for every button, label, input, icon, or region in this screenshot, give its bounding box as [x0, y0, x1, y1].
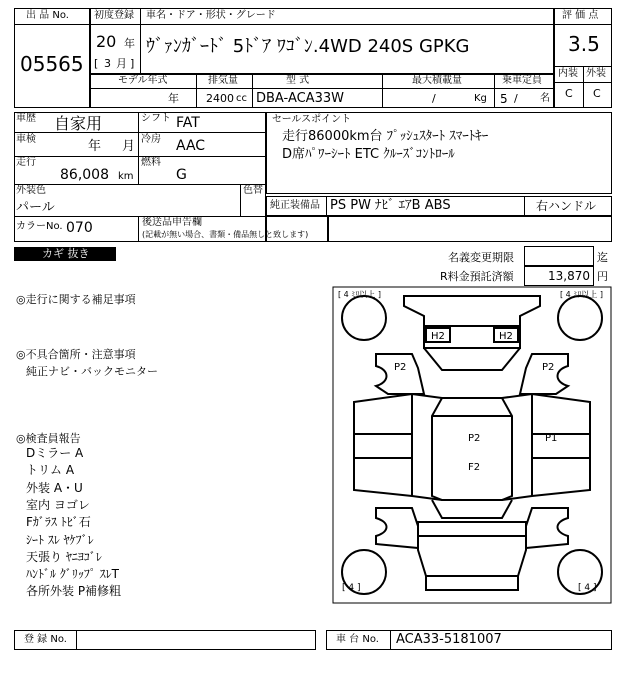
equipment-value: PS PW ﾅﾋﾞ ｴｱB ABS: [330, 198, 451, 213]
inspector-line: Fｶﾞﾗｽ ﾄﾋﾞ石: [26, 515, 91, 530]
sales-points-line2: D席ﾊﾟﾜｰｼｰﾄ ETC ｸﾙｰｽﾞｺﾝﾄﾛｰﾙ: [282, 147, 455, 162]
car-name-label: 車名・ドア・形状・グレード: [146, 10, 276, 21]
inspector-title: ◎検査員報告: [16, 432, 81, 445]
inspector-line: ｼｰﾄ ｽﾚ ﾔｹﾌﾞﾚ: [26, 532, 94, 547]
mileage-label: 走行: [16, 157, 36, 168]
mark-h2-right: H2: [499, 331, 513, 342]
capacity-slash: /: [514, 92, 518, 105]
tire-tag-top-left: [ 4 ﾐﾘ以上 ]: [338, 290, 381, 299]
recycle-label: R料金預託済額: [440, 270, 514, 283]
inspector-line: 外装 A・U: [26, 480, 83, 495]
model-code: DBA-ACA33W: [256, 91, 344, 106]
inspector-line: 室内 ヨゴレ: [26, 497, 90, 512]
car-damage-diagram: [332, 286, 612, 604]
defects-line: 純正ナビ・バックモニター: [26, 365, 158, 378]
mark-p2-right-fender: P2: [542, 362, 555, 373]
ac-value: AAC: [176, 138, 206, 154]
driving-notes-title: ◎走行に関する補足事項: [16, 293, 136, 306]
reg-year-unit: 年: [124, 37, 135, 50]
max-load-unit: Kg: [474, 93, 487, 104]
equipment-label: 純正装備品: [270, 200, 320, 211]
inspector-line: Dミラー A: [26, 446, 84, 460]
capacity-value: 5: [500, 92, 508, 106]
name-change-box: [524, 246, 594, 266]
chassis-label: 車 台 No.: [336, 634, 379, 645]
recycle-unit: 円: [597, 270, 608, 283]
sales-points-line1: 走行86000km台 ﾌﾟｯｼｭｽﾀｰﾄ ｽﾏｰﾄｷｰ: [282, 129, 489, 144]
sales-points-label: セールスポイント: [272, 114, 352, 125]
recycle-value: 13,870: [548, 269, 590, 283]
score-value: 3.5: [568, 32, 600, 56]
model-label: 型 式: [286, 75, 310, 86]
model-year-unit: 年: [168, 92, 179, 105]
fuel-value: G: [176, 167, 187, 183]
inspector-line: ﾊﾝﾄﾞﾙ ｸﾞﾘｯﾌﾟ ｽﾚT: [26, 567, 119, 582]
mark-p2-roof: P2: [468, 433, 481, 444]
capacity-unit: 名: [540, 93, 550, 104]
capacity-label: 乗車定員: [502, 75, 542, 86]
mark-h2-left: H2: [431, 331, 445, 342]
inspection-year-unit: 年: [88, 139, 102, 154]
first-reg-label: 初度登録: [94, 10, 134, 21]
history-label: 車歴: [16, 113, 36, 124]
ac-label: 冷房: [141, 134, 161, 145]
defects-title: ◎不具合箇所・注意事項: [16, 348, 136, 361]
mark-p1-right-door: P1: [545, 433, 558, 444]
shift-value: FAT: [176, 115, 200, 131]
color-no-label: カラーNo.: [16, 221, 63, 232]
later-parts-note: (記載が無い場合、書類・備品無しと致します): [142, 230, 309, 239]
car-name: ｳﾞｧﾝｶﾞｰﾄﾞ 5ﾄﾞｱ ﾜｺﾞﾝ.4WD 240S GPKG: [146, 36, 470, 57]
exterior-grade: C: [593, 87, 601, 100]
reg-no-label: 登 録 No.: [24, 634, 67, 645]
shift-label: シフト: [141, 113, 171, 124]
later-parts-label: 後送品申告欄: [142, 217, 202, 228]
inspector-line: 各所外装 P補修粗: [26, 584, 122, 599]
chassis-no: ACA33-5181007: [396, 632, 502, 647]
interior-grade: C: [565, 87, 573, 100]
mark-f2-roof: F2: [468, 462, 481, 473]
color-label: 外装色: [16, 185, 46, 196]
later-parts-blank-1: [266, 216, 328, 242]
displacement-label: 排気量: [208, 75, 238, 86]
mark-p2-left-fender: P2: [394, 362, 407, 373]
interior-label: 内装: [558, 68, 578, 79]
name-change-unit: 迄: [597, 251, 608, 264]
color-value: パール: [16, 200, 55, 215]
tire-tag-bottom-left: [ 4 ]: [342, 583, 361, 593]
reg-month-unit: 月: [116, 57, 127, 70]
displacement: 2400: [206, 92, 234, 105]
inspection-month-unit: 月: [122, 139, 136, 154]
inspector-line: 天張り ﾔﾆﾖｺﾞﾚ: [26, 549, 102, 564]
reg-year: 20: [96, 32, 117, 51]
name-change-label: 名義変更期限: [448, 251, 514, 264]
inspector-line: トリム A: [26, 463, 75, 478]
later-parts-blank-2: [328, 216, 612, 242]
lot-number: 05565: [20, 52, 84, 76]
exterior-label: 外装: [586, 68, 606, 79]
reg-month: 3: [104, 57, 111, 70]
key-badge: カギ 抜き: [14, 247, 116, 261]
color-code-label: 色替: [243, 185, 263, 196]
model-year-label: モデル年式: [118, 75, 168, 86]
steering-value: 右ハンドル: [536, 199, 597, 213]
displacement-unit: cc: [236, 93, 247, 104]
lot-label: 出 品 No.: [26, 10, 69, 21]
tire-tag-bottom-right: [ 4 ]: [578, 583, 597, 593]
inspection-label: 車検: [16, 134, 36, 145]
color-no-value: 070: [66, 220, 93, 236]
score-label: 評 価 点: [562, 10, 599, 21]
tire-tag-top-right: [ 4 ﾐﾘ以上 ]: [560, 290, 603, 299]
mileage-unit: km: [118, 171, 134, 182]
fuel-label: 燃料: [141, 157, 161, 168]
mileage-value: 86,008: [60, 167, 109, 183]
max-load-slash: /: [432, 92, 436, 105]
max-load-label: 最大積載量: [412, 75, 462, 86]
history-value: 自家用: [54, 114, 103, 133]
